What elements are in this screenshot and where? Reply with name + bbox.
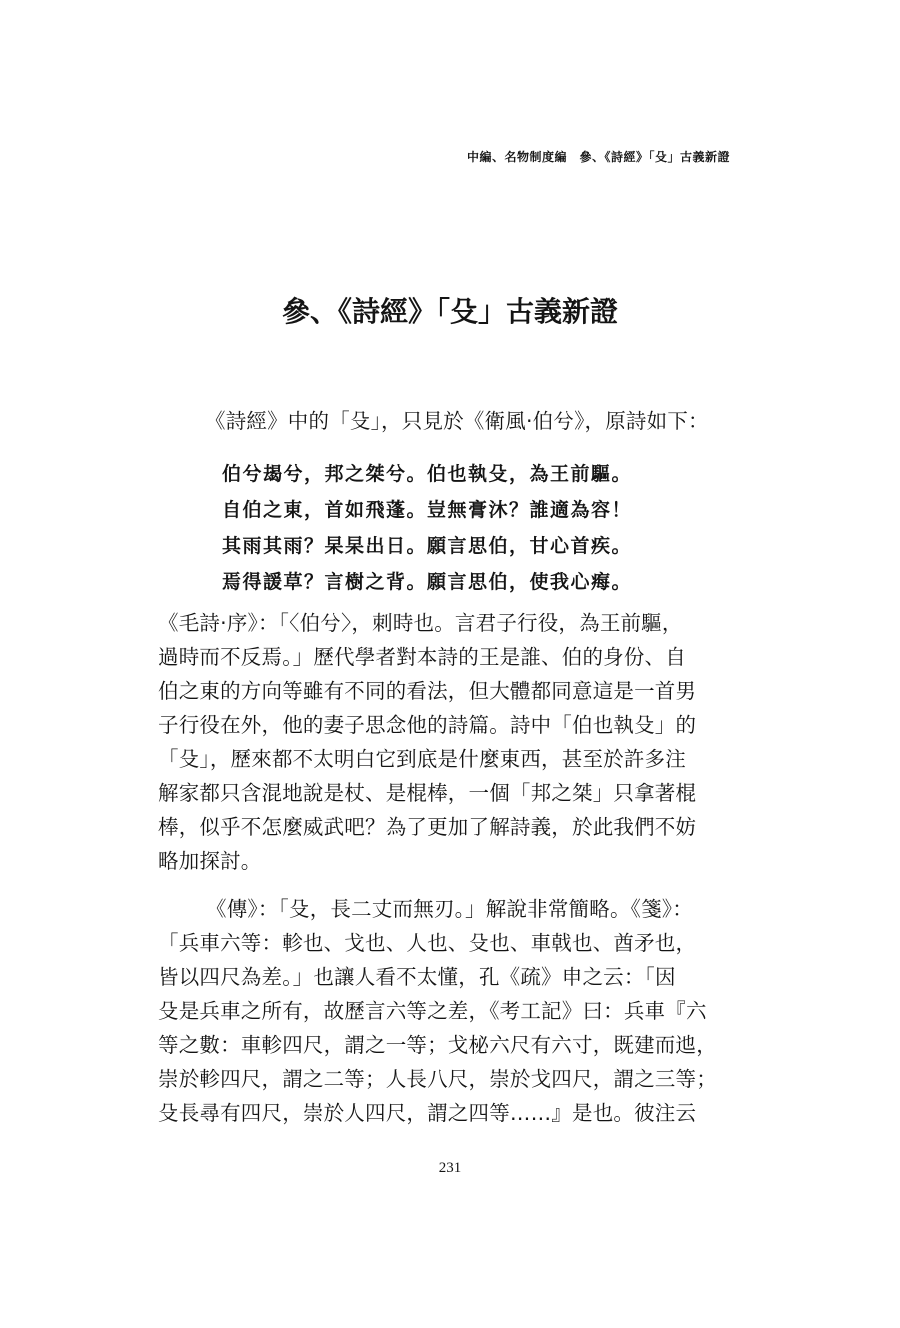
text-line: 《毛詩‧序》：「〈伯兮〉，刺時也。言君子行役，為王前驅， <box>158 611 683 635</box>
paragraph-commentary <box>158 892 738 1130</box>
page-number: 231 <box>438 1160 462 1176</box>
poem-line: 其雨其雨？杲杲出日。願言思伯，甘心首疾。 <box>222 535 633 557</box>
poem-block <box>222 456 722 600</box>
running-header: 中編、名物制度編 參、《詩經》「殳」古義新證 <box>466 150 730 164</box>
text-line: 等之數：車軫四尺，謂之一等；戈柲六尺有六寸，既建而迆， <box>158 1033 717 1057</box>
text-line: 殳長尋有四尺，崇於人四尺，謂之四等……』是也。彼注云 <box>158 1101 697 1125</box>
text-line: 伯之東的方向等雖有不同的看法，但大體都同意這是一首男 <box>158 679 697 703</box>
text-line: 《傳》：「殳，長二丈而無刃。」解說非常簡略。《箋》： <box>206 897 693 921</box>
text-line: 棒，似乎不怎麼威武吧？為了更加了解詩義，於此我們不妨 <box>158 815 697 839</box>
text-line: 皆以四尺為差。」也讓人看不太懂，孔《疏》申之云：「因 <box>158 965 676 989</box>
text-line: 殳是兵車之所有，故歷言六等之差，《考工記》曰：兵車『六 <box>158 999 707 1023</box>
text-line: 略加探討。 <box>158 849 262 873</box>
poem-line: 自伯之東，首如飛蓬。豈無膏沐？誰適為容！ <box>222 499 633 521</box>
paragraph-mao-preface <box>158 606 738 878</box>
chapter-title: 參、《詩經》「殳」古義新證 <box>281 295 618 328</box>
poem-line: 焉得諼草？言樹之背。願言思伯，使我心痗。 <box>222 571 633 593</box>
text-line: 「殳」，歷來都不太明白它到底是什麼東西，甚至於許多注 <box>158 747 686 771</box>
text-line: 過時而不反焉。」歷代學者對本詩的王是誰、伯的身份、自 <box>158 645 686 669</box>
text-line: 子行役在外，他的妻子思念他的詩篇。詩中「伯也執殳」的 <box>158 713 697 737</box>
text-line: 「兵車六等：軫也、戈也、人也、殳也、車戟也、酋矛也， <box>158 931 697 955</box>
intro-line: 《詩經》中的「殳」，只見於《衛風‧伯兮》，原詩如下： <box>205 409 709 433</box>
text-line: 崇於軫四尺，謂之二等；人長八尺，崇於戈四尺，謂之三等； <box>158 1067 717 1091</box>
text-line: 解家都只含混地說是杖、是棍棒，一個「邦之桀」只拿著棍 <box>158 781 697 805</box>
poem-line: 伯兮朅兮，邦之桀兮。伯也執殳，為王前驅。 <box>222 463 633 485</box>
